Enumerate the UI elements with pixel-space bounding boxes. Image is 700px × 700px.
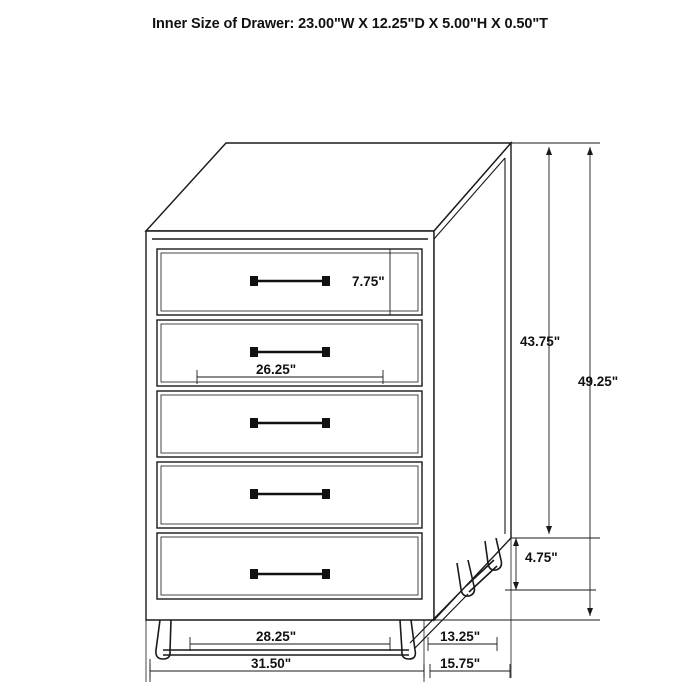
dimension-label-overall-depth: 15.75" bbox=[440, 656, 481, 671]
dimension-label-cabinet-body-height: 43.75" bbox=[520, 334, 561, 349]
dimension-label-overall-width: 31.50" bbox=[251, 656, 292, 671]
dimension-label-drawer-face-height: 7.75" bbox=[352, 274, 385, 289]
drawer-face-5 bbox=[157, 533, 422, 599]
dimension-label-front-panel-width: 28.25" bbox=[256, 629, 297, 644]
dimension-label-drawer-face-width: 26.25" bbox=[256, 362, 297, 377]
page-title: Inner Size of Drawer: 23.00"W X 12.25"D X 5.00"H X 0.50"T bbox=[152, 16, 548, 32]
dimension-label-overall-height: 49.25" bbox=[578, 374, 619, 389]
dimension-label-side-panel-depth: 13.25" bbox=[440, 629, 481, 644]
dimension-label-leg-height: 4.75" bbox=[525, 550, 558, 565]
